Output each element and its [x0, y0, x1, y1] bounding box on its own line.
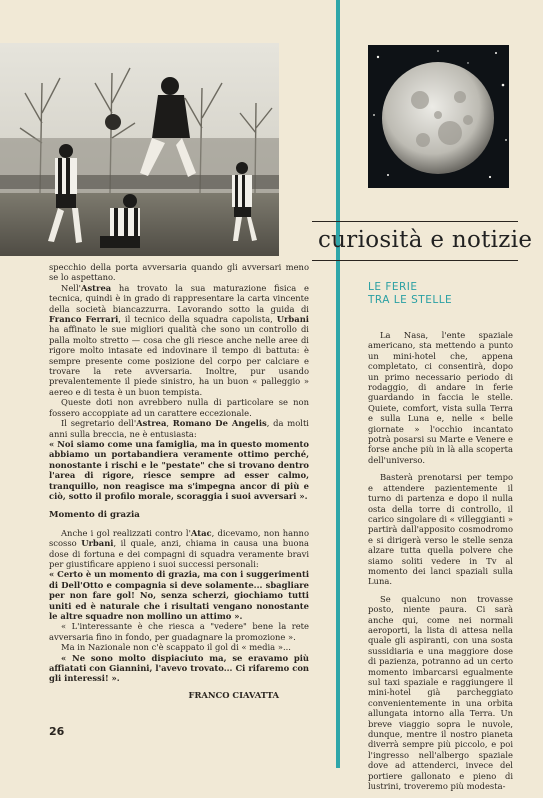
paragraph: Il segretario dell'Astrea, Romano De Angelis, da molti anni sulla breccia, ne è entusiasta:: [49, 418, 309, 439]
subheading: Momento di grazia: [49, 510, 140, 521]
teal-divider: [336, 0, 340, 768]
article-title: [368, 281, 452, 307]
article-title-line: TRA LE STELLE: [368, 294, 453, 306]
paragraph: Anche i gol realizzati contro l'Atac, dicevamo, non hanno scosso Urbani, il quale, anzi, chiama in causa una buona dose di fortuna e dei compagni di squadra veramente bravi per giustificare appieno i suoi successi personali:: [49, 527, 309, 569]
paragraph: Se qualcuno non trovasse posto, niente paura. Ci sarà anche qui, come nei normali aeroporti, la lista di attesa nella quale gli aspiranti, con una sosta sussidiaria e una maggiore dose di pazienza, potranno ad un certo momento imbarcarsi egualmente sul taxi spaziale e raggiungere il mini-hotel già parcheggiato convenientemente in una orbita allungata intorno alla Terra. Un breve viaggio sopra le nuvole, dunque, mentre il nostro pianeta diverrà sempre più piccolo, e poi l'ingresso nell'albergo spaziale dove ad attenderci, invece del portiere gallonato e pieno di lustrini, troveremo più modesta-: [368, 593, 513, 792]
moon-photo: [368, 45, 509, 188]
paragraph: specchio della porta avversaria quando gli avversari meno se lo aspettano.: [49, 262, 309, 283]
paragraph: « L'interessante è che riesca a "vedere" bene la rete avversaria fino in fondo, per guadagnare la promozione ».: [49, 621, 309, 642]
paragraph: Queste doti non avrebbero nulla di particolare se non fossero accoppiate ad un carattere eccezionale.: [49, 397, 309, 418]
paragraph: La Nasa, l'ente spaziale americano, sta mettendo a punto un mini-hotel che, appena completato, ci consentirà, dopo un primo necessario periodo di rodaggio, di andare in ferie guardando in faccia le stelle. Quiete, comfort, vista sulla Terra e sulla Luna e, nelle « belle giornate » l'occhio incantato potrà posarsi su Marte e Venere e forse anche più in là alla scoperta dell'universo.: [368, 330, 513, 465]
paragraph: Basterà prenotarsi per tempo e attendere pazientemente il turno di partenza e dopo il nulla osta della torre di controllo, il carico singolare di « villeggianti » partirà dall'apposito cosmodromo e si dirigerà verso le stelle senza alzare tutta quella polvere che siamo soliti vedere in Tv al momento dei lanci spaziali sulla Luna.: [368, 472, 513, 587]
paragraph: Nell'Astrea ha trovato la sua maturazione fisica e tecnica, quindi è in grado di rappresentare la carta vincente della società biancazzurra. Lavorando sotto la guida di Franco Ferrari, il tecnico della squadra capolista, Urbani ha affinato le sue migliori qualità che sono un controllo di palla molto stretto — cosa che gli riesce anche nelle aree di rigore molto intasate ed indovinare il tempo di battuta: è sempre presente come posizione del corpo per calciare e trovare la rete avversaria. Inoltre, pur usando prevalentemente il piede sinistro, ha un buon « palleggio » aereo e di testa è un buon tempista.: [49, 282, 309, 397]
author-signature: FRANCO CIAVATTA: [188, 689, 279, 700]
page-number: 26: [49, 725, 65, 738]
football-players-photo: [0, 43, 279, 256]
right-article-column: [368, 330, 513, 798]
quote: « Ne sono molto dispiaciuto ma, se eravamo più affiatati con Giannini, l'avevo trovato... Ci rifaremo con gli interessi! ».: [49, 652, 309, 684]
section-heading: curiosità e notizie: [318, 227, 533, 253]
paragraph: Ma in Nazionale non c'è scappato il gol di « media »...: [61, 642, 291, 653]
quote: « Noi siamo come una famiglia, ma in questo momento abbiamo un portabandiera veramente ottimo perché, nonostante i rischi e le "pestate" che si trovano dentro l'area di rigore, riesce sempre ad esser calmo, tranquillo, non reagisce ma s'impegna ancor di più e ciò, sotto il profilo morale, scoraggia i suoi avversari ».: [49, 438, 309, 501]
left-article-column: [49, 262, 309, 700]
quote: « Certo è un momento di grazia, ma con i suggerimenti di Dell'Otto e compagnia si deve solamente... sbagliare per non fare gol! No, senza scherzi, giochiamo tutti uniti ed è naturale che i risultati vengano nonostante le altre squadre non mollino un attimo ».: [49, 569, 309, 621]
article-title-line: LE FERIE: [368, 281, 418, 293]
